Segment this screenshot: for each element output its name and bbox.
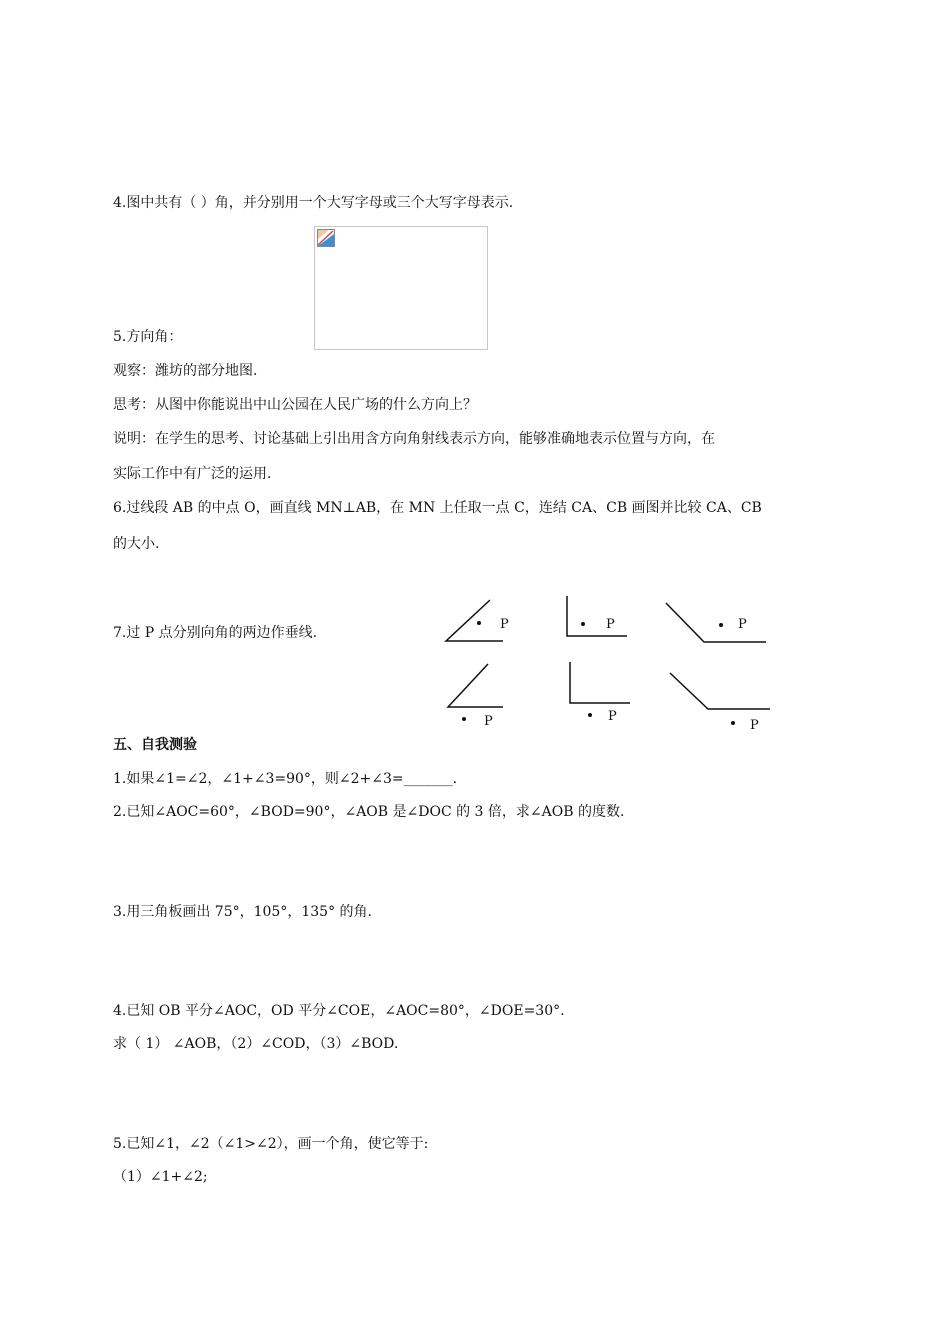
point-label: P: [608, 709, 617, 724]
test-5-line-2: （1）∠1+∠2;: [113, 1169, 208, 1185]
broken-image-icon: [317, 229, 335, 247]
point-p: [731, 721, 735, 725]
question-5-title: 5.方向角：: [113, 329, 183, 345]
test-5-line-1: 5.已知∠1，∠2（∠1>∠2），画一个角，使它等于:: [113, 1136, 429, 1152]
observe-text: 观察：潍坊的部分地图.: [113, 363, 258, 379]
explain-text-line-1: 说明：在学生的思考、讨论基础上引出用含方向角射线表示方向，能够准确地表示位置与方向，在: [113, 431, 715, 447]
angle-figure-1: [446, 600, 509, 641]
angle-figure-image-placeholder: [314, 226, 488, 350]
question-6-line-2: 的大小.: [113, 536, 160, 552]
angle-figure-5: [570, 662, 630, 724]
angle-figure-3: [666, 603, 766, 642]
angle-figure-2: [567, 596, 627, 636]
point-p: [719, 623, 723, 627]
point-p: [477, 621, 481, 625]
angle-figures: [440, 590, 780, 740]
point-p: [581, 622, 585, 626]
question-7: 7.过 P 点分别向角的两边作垂线.: [113, 625, 318, 641]
point-label: P: [500, 617, 509, 632]
question-6-line-1: 6.过线段 AB 的中点 O，画直线 MN⊥AB，在 MN 上任取一点 C，连结 CA、CB 画图并比较 CA、CB: [113, 500, 762, 516]
angle-figure-4: [448, 664, 503, 729]
think-text: 思考：从图中你能说出中山公园在人民广场的什么方向上？: [113, 397, 477, 413]
test-4-line-2: 求（ 1） ∠AOB，（2）∠COD，（3）∠BOD.: [113, 1036, 399, 1052]
point-label: P: [750, 718, 759, 733]
point-label: P: [484, 714, 493, 729]
point-p: [462, 717, 466, 721]
section-heading: 五、自我测验: [113, 737, 197, 753]
point-label: P: [738, 617, 747, 632]
explain-text-line-2: 实际工作中有广泛的运用.: [113, 466, 272, 482]
test-1: 1.如果∠1=∠2，∠1+∠3=90°，则∠2+∠3=_______.: [113, 771, 458, 787]
question-4: 4.图中共有（ ）角，并分别用一个大写字母或三个大写字母表示.: [113, 195, 514, 211]
point-label: P: [606, 617, 615, 632]
test-2: 2.已知∠AOC=60°，∠BOD=90°，∠AOB 是∠DOC 的 3 倍，求∠AOB 的度数.: [113, 804, 625, 820]
test-4-line-1: 4.已知 OB 平分∠AOC，OD 平分∠COE，∠AOC=80°，∠DOE=30°.: [113, 1003, 565, 1019]
point-p: [588, 713, 592, 717]
angle-figure-6: [670, 673, 770, 733]
test-3: 3.用三角板画出 75°，105°，135° 的角.: [113, 904, 372, 920]
